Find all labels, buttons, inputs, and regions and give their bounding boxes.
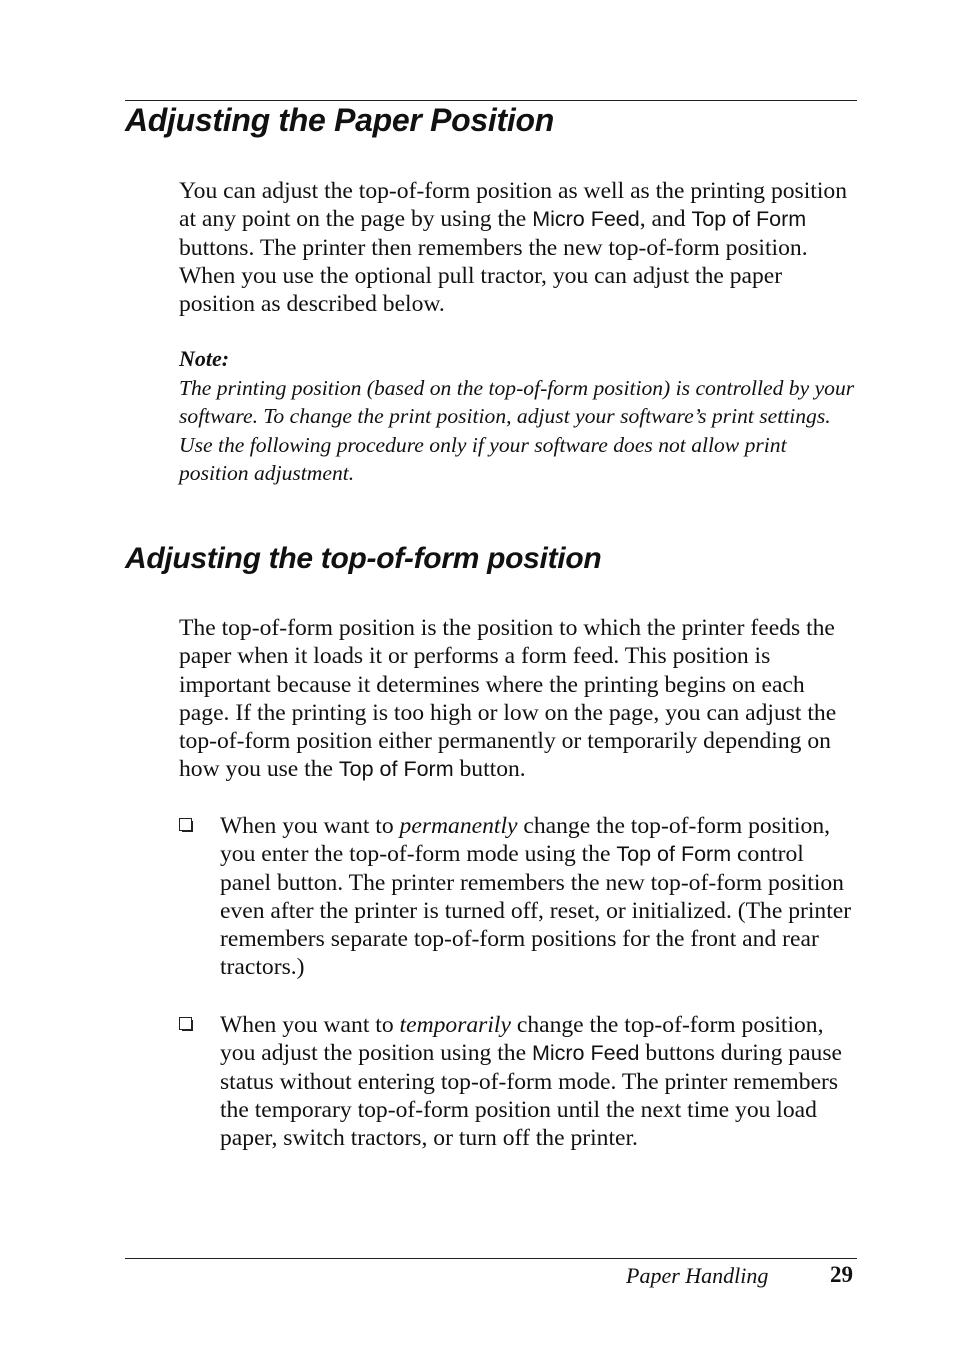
header-rule (125, 100, 857, 101)
intro-paragraph (179, 177, 857, 318)
list-item-text-part: When you want to (220, 813, 400, 839)
subsection-text-1: The top-of-form position is the position to which the printer feeds the paper when it loads it or performs a form feed. This position is important because it determines where the printing begins on each page. If the printing is too high or low on the page, you can adjust the top-of-form position either permanently or temporarily depending on how you use the (179, 615, 837, 783)
top-of-form-button-name: Top of Form (616, 842, 732, 867)
emphasis-temporarily: temporarily (399, 1012, 511, 1038)
list-item-text-part: change the top-of-form position, you enter the top-of-form mode using the (220, 813, 831, 868)
section-title: Adjusting the Paper Position (125, 102, 554, 138)
micro-feed-button-name: Micro Feed (531, 1041, 640, 1066)
intro-text-3: buttons. The printer then remembers the new top-of-form position. When you use the optional pull tractor, you can adjust the paper position as described below. (179, 234, 808, 318)
footer-chapter-title: Paper Handling (626, 1263, 769, 1288)
list-item-text-part: control panel button. The printer remembers the new top-of-form position even after the printer is turned off, reset, or initialized. (The printer remembers separate top-of-form positions for the front and rear tractors.) (220, 841, 852, 981)
page-number: 29 (830, 1262, 853, 1287)
subsection-paragraph (179, 614, 857, 784)
list-item-text (220, 1011, 860, 1152)
list-item-text (220, 812, 860, 982)
list-item-text-part: When you want to (220, 1012, 400, 1038)
list-item-text-part: change the top-of-form position, you adjust the position using the (220, 1012, 824, 1067)
micro-feed-button-name: Micro Feed (532, 207, 640, 232)
list-item-text-part: buttons during pause status without entering top-of-form mode. The printer remembers the temporary top-of-form position until the next time you load paper, switch tractors, or turn off the printer. (220, 1040, 842, 1152)
footer-rule (125, 1258, 857, 1259)
note-text: The printing position (based on the top-of-form position) is controlled by your software. To change the print position, adjust your software’s print settings. Use the following procedure only if your software does not allow print position adjustment. (179, 376, 855, 485)
checkbox-bullet-icon (179, 818, 192, 831)
intro-text-1: You can adjust the top-of-form position as well as the printing position at any point on the page by using the (179, 178, 847, 233)
top-of-form-button-name: Top of Form (691, 207, 807, 232)
emphasis-permanently: permanently (399, 813, 518, 839)
subsection-title: Adjusting the top-of-form position (125, 542, 602, 575)
top-of-form-button-name: Top of Form (338, 757, 454, 782)
subsection-text-2: button. (453, 756, 526, 783)
note-label: Note: (179, 346, 230, 371)
intro-text-2: , and (639, 206, 692, 233)
checkbox-bullet-icon (179, 1017, 192, 1030)
